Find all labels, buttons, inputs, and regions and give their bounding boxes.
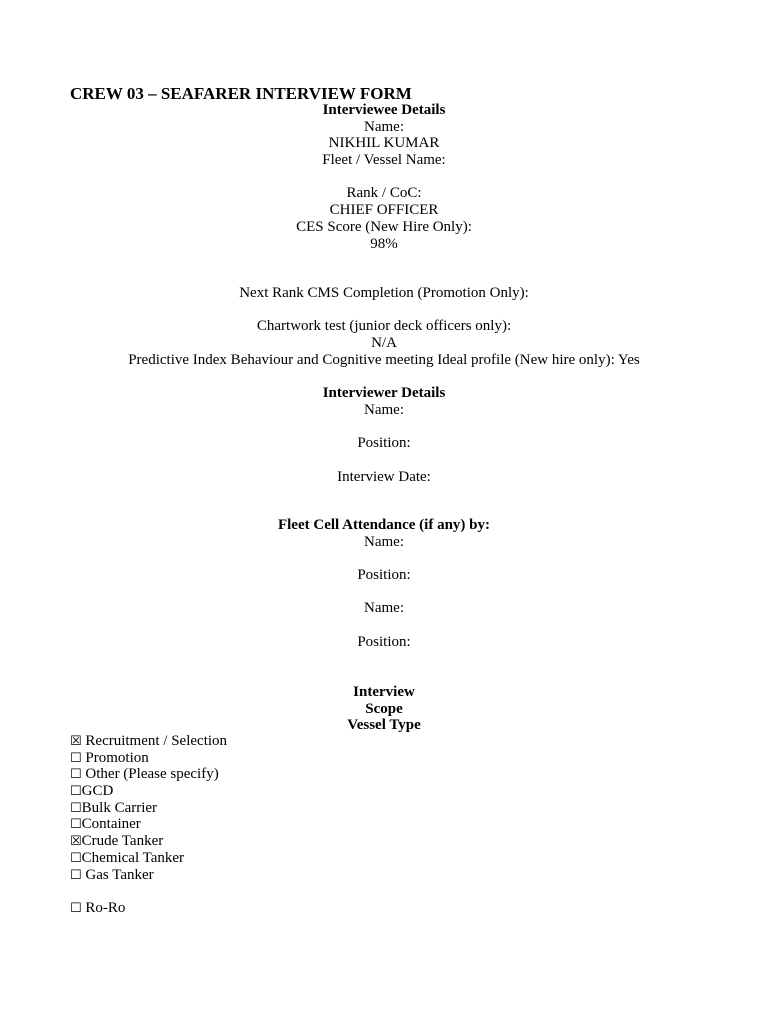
blank-line [0,584,768,601]
checklist-item-container[interactable] [70,816,227,833]
fleet-cell-section [0,517,768,651]
rank-coc-value: CHIEF OFFICER [329,202,439,219]
scope-heading-line1: Interview [353,684,415,700]
chartwork-label: Chartwork test (junior deck officers only): [256,318,512,335]
fleet-cell-position-label-2: Position: [357,633,411,650]
fleet-vessel-label: Fleet / Vessel Name: [322,152,446,169]
checklist-label: Promotion [81,749,149,766]
ces-score-value: 98% [370,235,398,252]
checklist-label: GCD [81,783,114,800]
rank-coc-label: Rank / CoC: [346,185,422,202]
checklist-item-gas-tanker[interactable] [70,867,227,884]
checklist-label: Ro-Ro [81,899,126,916]
checklist-label: Other (Please specify) [81,766,219,783]
checklist-label: Crude Tanker [81,833,164,850]
checkbox-icon[interactable]: ☐ [70,900,82,916]
fleet-cell-position-label-1: Position: [357,567,411,584]
checkbox-icon[interactable]: ☐ [70,784,82,800]
blank-line [0,169,768,186]
scope-section [0,684,768,734]
checklist-item-other[interactable] [70,766,227,783]
fleet-cell-heading: Fleet Cell Attendance (if any) by: [277,517,491,533]
checkbox-icon[interactable]: ☐ [70,750,82,766]
checklist-item-bulk-carrier[interactable] [70,800,227,817]
blank-line [0,617,768,634]
blank-line [70,883,227,900]
checklist-label: Gas Tanker [81,866,154,883]
blank-line [0,302,768,319]
form-title: CREW 03 – SEAFARER INTERVIEW FORM [70,84,412,103]
checkbox-icon[interactable]: ☐ [70,800,82,816]
checked-box-icon[interactable]: ☒ [70,734,82,749]
cms-completion-label: Next Rank CMS Completion (Promotion Only): [239,285,529,301]
ces-score-label: CES Score (New Hire Only): [296,218,472,235]
checklist-label: Container [81,816,141,833]
checkbox-icon[interactable]: ☐ [70,867,82,883]
scope-heading-line2: Scope [365,700,403,717]
checklist-item-gcd[interactable] [70,783,227,800]
blank-line [0,550,768,567]
checklist-item-crude-tanker[interactable] [70,833,227,850]
interview-date-label: Interview Date: [337,468,431,485]
checklist-label: Recruitment / Selection [81,733,228,749]
checked-box-icon[interactable]: ☒ [70,834,82,850]
checkbox-icon[interactable]: ☐ [70,817,82,833]
interviewee-name-label: Name: [364,118,404,135]
blank-line [0,368,768,385]
blank-line [0,419,768,436]
blank-line [0,452,768,469]
checkbox-icon[interactable]: ☐ [70,850,82,866]
interviewer-name-label: Name: [364,401,404,418]
checklist-item-ro-ro[interactable] [70,900,227,917]
checkbox-icon[interactable]: ☐ [70,767,82,783]
chartwork-value: N/A [371,335,397,352]
interviewee-name-value: NIKHIL KUMAR [328,135,440,152]
predictive-index-line: Predictive Index Behaviour and Cognitive meeting Ideal profile (New hire only): Yes [128,351,640,368]
interviewee-heading: Interviewee Details [322,102,446,118]
checklist-label: Bulk Carrier [81,799,158,816]
scope-checklist [70,733,227,917]
checklist-label: Chemical Tanker [81,849,185,866]
interviewer-heading: Interviewer Details [322,385,446,402]
fleet-cell-name-label-2: Name: [364,600,404,617]
assessment-section [0,285,768,485]
interviewee-section [0,102,768,252]
scope-heading-line3: Vessel Type [347,717,421,734]
checklist-item-chemical-tanker[interactable] [70,850,227,867]
interviewer-position-label: Position: [357,435,411,452]
fleet-cell-name-label-1: Name: [364,533,404,550]
checklist-item-recruitment[interactable] [70,733,227,750]
checklist-item-promotion[interactable] [70,750,227,767]
